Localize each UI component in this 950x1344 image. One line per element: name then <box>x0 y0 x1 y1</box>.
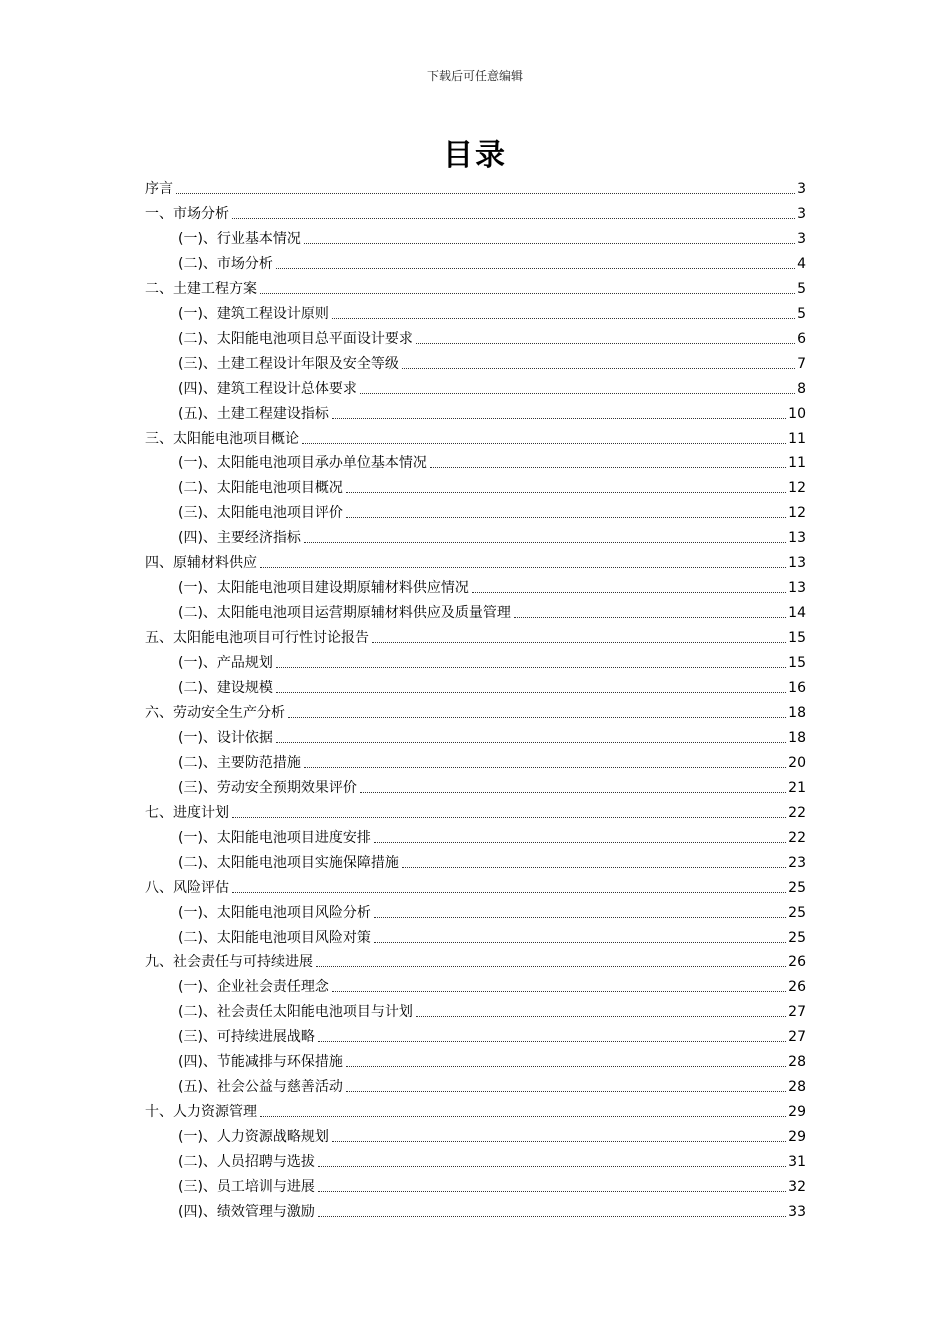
toc-entry-label: 四、原辅材料供应 <box>145 555 257 572</box>
toc-entry-label: (一)、设计依据 <box>178 729 273 746</box>
toc-entry[interactable] <box>145 174 806 198</box>
toc-entry[interactable] <box>178 673 806 697</box>
toc-entry[interactable] <box>178 324 806 348</box>
toc-entry-label: 五、太阳能电池项目可行性讨论报告 <box>145 630 369 647</box>
toc-entry-page-number: 28 <box>788 1079 806 1096</box>
toc-entry-page-number: 11 <box>788 430 806 447</box>
toc-dot-leader <box>232 817 786 818</box>
toc-dot-leader <box>232 218 795 219</box>
toc-entry-page-number: 14 <box>788 605 806 622</box>
toc-entry[interactable] <box>178 748 806 772</box>
toc-entry-label: (一)、人力资源战略规划 <box>178 1129 329 1146</box>
toc-entry-label: 十、人力资源管理 <box>145 1104 257 1121</box>
toc-entry[interactable] <box>145 947 806 971</box>
toc-entry[interactable] <box>145 199 806 223</box>
toc-entry-label: (二)、主要防范措施 <box>178 754 301 771</box>
toc-dot-leader <box>332 991 786 992</box>
toc-dot-leader <box>402 368 795 369</box>
toc-entry[interactable] <box>178 1197 806 1221</box>
toc-dot-leader <box>472 592 786 593</box>
page-title: 目录 <box>443 138 507 173</box>
toc-entry-page-number: 12 <box>788 480 806 497</box>
toc-entry-label: (一)、太阳能电池项目承办单位基本情况 <box>178 455 427 472</box>
toc-entry-page-number: 3 <box>797 181 806 197</box>
toc-entry-page-number: 18 <box>788 729 806 746</box>
toc-entry-label: (一)、产品规划 <box>178 655 273 672</box>
toc-entry-page-number: 27 <box>788 1004 806 1021</box>
toc-entry-page-number: 5 <box>797 305 806 322</box>
toc-dot-leader <box>514 617 786 618</box>
toc-entry[interactable] <box>178 598 806 622</box>
toc-dot-leader <box>360 393 795 394</box>
toc-entry[interactable] <box>178 823 806 847</box>
toc-entry-label: 八、风险评估 <box>145 879 229 896</box>
toc-entry-label: (二)、人员招聘与选拔 <box>178 1154 315 1171</box>
toc-dot-leader <box>346 492 786 493</box>
toc-dot-leader <box>260 1116 786 1117</box>
toc-entry-label: (二)、太阳能电池项目风险对策 <box>178 929 371 946</box>
toc-entry[interactable] <box>178 848 806 872</box>
toc-entry[interactable] <box>178 399 806 423</box>
toc-dot-leader <box>232 892 786 893</box>
toc-entry-page-number: 33 <box>788 1203 806 1220</box>
toc-dot-leader <box>304 767 786 768</box>
toc-entry-page-number: 20 <box>788 754 806 771</box>
toc-dot-leader <box>276 268 795 269</box>
toc-entry-label: (三)、土建工程设计年限及安全等级 <box>178 355 399 372</box>
toc-entry[interactable] <box>178 773 806 797</box>
toc-entry-page-number: 21 <box>788 779 806 796</box>
toc-entry[interactable] <box>178 972 806 996</box>
toc-entry-label: (三)、劳动安全预期效果评价 <box>178 779 357 796</box>
toc-dot-leader <box>332 1141 786 1142</box>
toc-entry[interactable] <box>145 798 806 822</box>
toc-dot-leader <box>318 1191 786 1192</box>
toc-entry[interactable] <box>178 523 806 547</box>
toc-entry-label: (四)、建筑工程设计总体要求 <box>178 380 357 397</box>
toc-entry[interactable] <box>178 448 806 472</box>
toc-entry-page-number: 3 <box>797 205 806 222</box>
toc-entry-label: (四)、节能减排与环保措施 <box>178 1054 343 1071</box>
toc-entry-page-number: 15 <box>788 630 806 647</box>
toc-dot-leader <box>318 1041 786 1042</box>
toc-entry-label: (二)、太阳能电池项目概况 <box>178 480 343 497</box>
toc-entry-label: (三)、员工培训与进展 <box>178 1179 315 1195</box>
toc-entry[interactable] <box>178 648 806 672</box>
toc-dot-leader <box>316 966 786 967</box>
toc-dot-leader <box>260 293 795 294</box>
toc-entry-page-number: 8 <box>797 380 806 397</box>
toc-entry[interactable] <box>178 249 806 273</box>
toc-entry-page-number: 29 <box>788 1129 806 1146</box>
toc-dot-leader <box>318 1166 786 1167</box>
toc-dot-leader <box>402 867 786 868</box>
toc-entry-page-number: 5 <box>797 280 806 297</box>
toc-dot-leader <box>304 542 786 543</box>
toc-dot-leader <box>374 842 786 843</box>
toc-entry-label: 序言 <box>145 181 173 197</box>
toc-dot-leader <box>276 742 786 743</box>
toc-entry-page-number: 25 <box>788 879 806 896</box>
toc-entry[interactable] <box>178 374 806 398</box>
toc-entry[interactable] <box>178 573 806 597</box>
toc-entry-label: (五)、土建工程建设指标 <box>178 405 329 422</box>
toc-entry-page-number: 10 <box>788 405 806 422</box>
toc-dot-leader <box>260 567 786 568</box>
toc-entry[interactable] <box>178 923 806 947</box>
toc-dot-leader <box>276 692 786 693</box>
toc-dot-leader <box>346 517 786 518</box>
toc-entry[interactable] <box>178 1172 806 1196</box>
toc-entry-page-number: 25 <box>788 904 806 921</box>
toc-entry[interactable] <box>178 997 806 1021</box>
toc-entry-label: 六、劳动安全生产分析 <box>145 704 285 721</box>
toc-entry[interactable] <box>178 349 806 373</box>
toc-entry-page-number: 22 <box>788 804 806 821</box>
toc-entry-label: (一)、太阳能电池项目风险分析 <box>178 904 371 921</box>
toc-entry[interactable] <box>178 1047 806 1071</box>
toc-entry-page-number: 27 <box>788 1029 806 1046</box>
toc-entry-page-number: 23 <box>788 854 806 871</box>
toc-entry-page-number: 7 <box>797 355 806 372</box>
toc-dot-leader <box>332 318 795 319</box>
toc-dot-leader <box>332 418 786 419</box>
toc-entry-label: (一)、建筑工程设计原则 <box>178 305 329 322</box>
toc-entry-label: (二)、太阳能电池项目总平面设计要求 <box>178 330 413 347</box>
toc-entry-label: (二)、社会责任太阳能电池项目与计划 <box>178 1004 413 1021</box>
toc-entry-page-number: 32 <box>788 1179 806 1195</box>
toc-dot-leader <box>304 243 795 244</box>
toc-dot-leader <box>346 1066 786 1067</box>
toc-entry[interactable] <box>178 299 806 323</box>
toc-entry-label: 二、土建工程方案 <box>145 280 257 297</box>
toc-entry[interactable] <box>178 898 806 922</box>
toc-dot-leader <box>360 792 786 793</box>
toc-dot-leader <box>176 193 795 194</box>
toc-dot-leader <box>374 917 786 918</box>
toc-entry-label: (一)、企业社会责任理念 <box>178 979 329 996</box>
toc-entry[interactable] <box>178 224 806 248</box>
toc-entry-page-number: 11 <box>788 455 806 472</box>
toc-entry-label: (一)、行业基本情况 <box>178 230 301 247</box>
toc-entry-label: (四)、绩效管理与激励 <box>178 1203 315 1220</box>
toc-entry[interactable] <box>145 548 806 572</box>
toc-entry[interactable] <box>178 473 806 497</box>
toc-entry[interactable] <box>145 274 806 298</box>
toc-entry-label: 七、进度计划 <box>145 804 229 821</box>
toc-entry-page-number: 15 <box>788 655 806 672</box>
toc-entry[interactable] <box>178 1147 806 1171</box>
toc-entry[interactable] <box>145 873 806 897</box>
toc-entry-page-number: 22 <box>788 829 806 846</box>
toc-entry[interactable] <box>178 498 806 522</box>
toc-entry-label: (五)、社会公益与慈善活动 <box>178 1079 343 1096</box>
toc-entry-label: 九、社会责任与可持续进展 <box>145 954 313 971</box>
toc-entry-page-number: 13 <box>788 530 806 547</box>
toc-entry[interactable] <box>145 424 806 448</box>
toc-entry-page-number: 13 <box>788 555 806 572</box>
toc-entry-page-number: 4 <box>797 255 806 272</box>
toc-dot-leader <box>372 642 786 643</box>
toc-dot-leader <box>416 343 795 344</box>
toc-entry-label: (一)、太阳能电池项目进度安排 <box>178 829 371 846</box>
toc-dot-leader <box>318 1216 786 1217</box>
toc-entry[interactable] <box>145 698 806 722</box>
toc-entry-label: (三)、太阳能电池项目评价 <box>178 505 343 522</box>
toc-entry-label: (三)、可持续进展战略 <box>178 1029 315 1046</box>
toc-entry-page-number: 13 <box>788 580 806 597</box>
toc-entry-page-number: 29 <box>788 1104 806 1121</box>
toc-entry-page-number: 3 <box>797 230 806 247</box>
toc-entry-label: 三、太阳能电池项目概论 <box>145 430 299 447</box>
toc-entry-page-number: 25 <box>788 929 806 946</box>
toc-entry[interactable] <box>178 723 806 747</box>
toc-entry[interactable] <box>178 1072 806 1096</box>
toc-dot-leader <box>416 1016 786 1017</box>
toc-entry-page-number: 31 <box>788 1154 806 1171</box>
toc-dot-leader <box>276 667 786 668</box>
toc-entry-label: (四)、主要经济指标 <box>178 530 301 547</box>
toc-entry[interactable] <box>145 1097 806 1121</box>
toc-dot-leader <box>374 942 786 943</box>
toc-entry-page-number: 12 <box>788 505 806 522</box>
toc-dot-leader <box>288 717 786 718</box>
toc-entry-label: (二)、太阳能电池项目实施保障措施 <box>178 854 399 871</box>
toc-entry[interactable] <box>145 623 806 647</box>
toc-entry-label: 一、市场分析 <box>145 205 229 222</box>
toc-entry-label: (二)、市场分析 <box>178 255 273 272</box>
toc-entry-page-number: 26 <box>788 954 806 971</box>
toc-entry-label: (二)、建设规模 <box>178 680 273 696</box>
toc-entry-page-number: 28 <box>788 1054 806 1071</box>
toc-entry-page-number: 18 <box>788 704 806 721</box>
toc-entry[interactable] <box>178 1122 806 1146</box>
toc-entry-page-number: 26 <box>788 979 806 996</box>
toc-entry-label: (二)、太阳能电池项目运营期原辅材料供应及质量管理 <box>178 605 511 622</box>
toc-entry-page-number: 6 <box>797 330 806 347</box>
toc-dot-leader <box>346 1091 786 1092</box>
header-note: 下载后可任意编辑 <box>426 69 523 83</box>
toc-dot-leader <box>302 443 786 444</box>
toc-dot-leader <box>430 467 786 468</box>
toc-entry-page-number: 16 <box>788 680 806 696</box>
toc-entry[interactable] <box>178 1022 806 1046</box>
toc-entry-label: (一)、太阳能电池项目建设期原辅材料供应情况 <box>178 580 469 597</box>
